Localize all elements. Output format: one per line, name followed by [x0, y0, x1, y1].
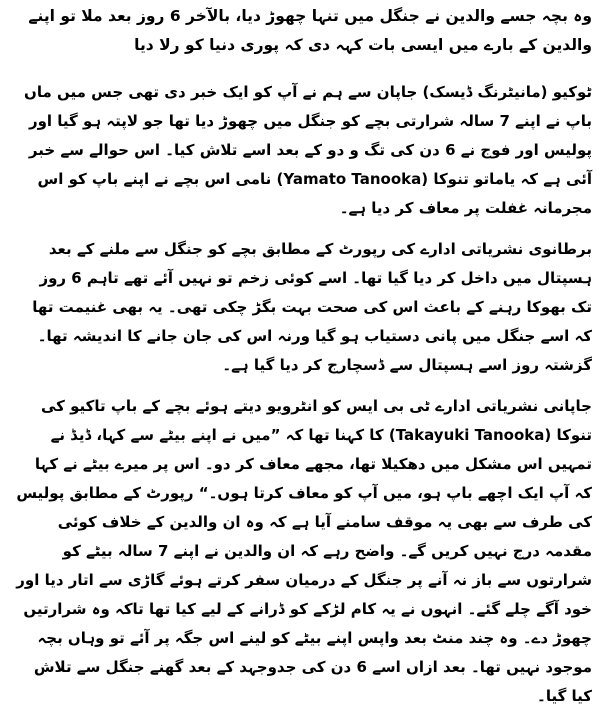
article-paragraph-1: ٹوکیو (مانیٹرنگ ڈیسک) جاپان سے ہم نے آپ کو ایک خبر دی تھی جس میں ماں باپ نے اپنے 7 سالہ شرارتی بچے کو جنگل میں چھوڑ دیا تھا جو لاپتہ ہو گیا اور پولیس اور فوج نے 6 دن کی تگ و دو کے بعد اسے تلاش کیا۔ اس حوالے سے خبر آئی ہے کہ یاماتو تنوکا (Yamato Tanooka) نامی اس بچے نے اپنے باپ کو اس مجرمانہ غفلت پر معاف کر دیا ہے۔ — [24, 83, 592, 217]
article-paragraph-2: برطانوی نشریاتی ادارے کی رپورٹ کے مطابق بچے کو جنگل سے ملنے کے بعد ہسپتال میں داخل کر دیا گیا تھا۔ اسے کوئی زخم تو نہیں آئے تھے تاہم 6 روز تک بھوکا رہنے کے باعث اس کی صحت بہت بگڑ چکی تھی۔ یہ بھی غنیمت تھا کہ اسے جنگل میں پانی دستیاب ہو گیا ورنہ اس کی جان جانے کا اندیشہ تھا۔ گزشتہ روز اسے ہسپتال سے ڈسچارج کر دیا گیا ہے۔ — [32, 240, 592, 374]
article-paragraph-3: جاپانی نشریاتی ادارے ٹی بی ایس کو انٹرویو دیتے ہوئے بچے کے باپ تاکیو کی تنوکا (Takayuki Tanooka) کا کہنا تھا کہ ”میں نے اپنے بیٹے سے کہا، ڈیڈ نے تمہیں اس مشکل میں دھکیلا تھا، مجھے معاف کر دو۔ اس پر میرے بیٹے نے کہا کہ آپ ایک اچھے باپ ہو، میں آپ کو معاف کرتا ہوں۔“ رپورٹ کے مطابق پولیس کی طرف سے بھی یہ موقف سامنے آیا ہے کہ وہ ان والدین کے خلاف کوئی مقدمہ درج نہیں کریں گے۔ واضح رہے کہ ان والدین نے اپنے 7 سالہ بیٹے کو شرارتوں سے باز نہ آنے پر جنگل کے درمیان سفر کرتے ہوئے گاڑی سے اتار دیا اور خود آگے چلے گئے۔ انہوں نے یہ کام لڑکے کو ڈرانے کے لیے کیا تھا تاکہ وہ شرارتیں چھوڑ دے۔ وہ چند منٹ بعد واپس اپنے بیٹے کو لینے اس جگہ پر آئے تو وہاں بچہ موجود نہیں تھا۔ بعد ازاں اسے 6 دن کی جدوجہد کے بعد گھنے جنگل سے تلاش کیا گیا۔ — [16, 397, 592, 705]
article-headline: وہ بچہ جسے والدین نے جنگل میں تنہا چھوڑ دیا، بالآخر 6 روز بعد ملا تو اپنے والدین کے بارے میں ایسی بات کہہ دی کہ پوری دنیا کو رلا دیا — [28, 7, 592, 54]
